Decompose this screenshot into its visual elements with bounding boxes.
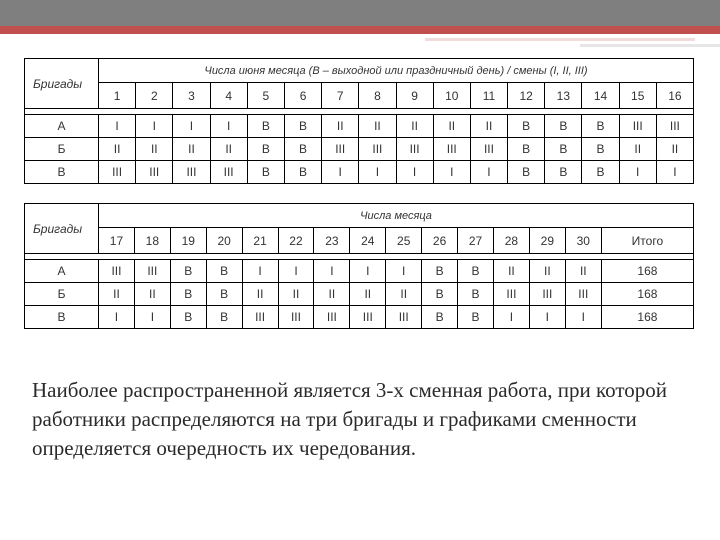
shift-cell: В — [206, 283, 242, 306]
shift-cell: II — [99, 283, 135, 306]
day-number-cell: 29 — [529, 228, 565, 254]
shift-cell: III — [656, 115, 693, 138]
day-number-cell: 26 — [422, 228, 458, 254]
day-number-cell: 18 — [134, 228, 170, 254]
shift-cell: I — [210, 115, 247, 138]
shift-cell: III — [433, 138, 470, 161]
shift-cell: II — [529, 260, 565, 283]
shift-cell: В — [508, 138, 545, 161]
shift-cell: В — [284, 115, 321, 138]
brigade-row — [25, 161, 694, 184]
shift-cell: В — [545, 115, 582, 138]
shift-cell: В — [582, 115, 619, 138]
shift-cell: I — [386, 260, 422, 283]
shift-cell: III — [396, 138, 433, 161]
shift-cell: I — [99, 115, 136, 138]
shift-cell: II — [99, 138, 136, 161]
shift-cell: II — [173, 138, 210, 161]
brigade-row — [25, 138, 694, 161]
brigade-row — [25, 283, 694, 306]
shift-cell: В — [206, 306, 242, 329]
slide-accent-bar — [0, 26, 720, 34]
day-number-cell: 20 — [206, 228, 242, 254]
days-row — [25, 228, 694, 254]
day-number-cell: 1 — [99, 83, 136, 109]
shift-cell: В — [582, 138, 619, 161]
day-number-cell: 13 — [545, 83, 582, 109]
shift-cell: II — [386, 283, 422, 306]
shift-cell: I — [470, 161, 507, 184]
shift-cell: В — [284, 138, 321, 161]
day-number-cell: 22 — [278, 228, 314, 254]
day-number-cell: 27 — [458, 228, 494, 254]
shift-cell: I — [322, 161, 359, 184]
day-number-cell: 8 — [359, 83, 396, 109]
days-header-title: Числа июня месяца (В – выходной или праздничный день) / смены (I, II, III) — [99, 59, 694, 83]
shift-cell: I — [396, 161, 433, 184]
shift-cell: III — [470, 138, 507, 161]
slide-top-bar — [0, 0, 720, 26]
shift-cell: III — [99, 161, 136, 184]
day-number-cell: 28 — [493, 228, 529, 254]
shift-cell: II — [210, 138, 247, 161]
day-number-cell: 10 — [433, 83, 470, 109]
day-number-cell: 21 — [242, 228, 278, 254]
total-hours-cell: 168 — [601, 260, 693, 283]
shift-cell: В — [206, 260, 242, 283]
day-number-cell: 2 — [136, 83, 173, 109]
shift-cell: II — [350, 283, 386, 306]
day-number-cell: 30 — [565, 228, 601, 254]
shift-cell: В — [422, 306, 458, 329]
brigade-name: В — [25, 306, 99, 329]
shift-cell: II — [433, 115, 470, 138]
day-number-cell: 14 — [582, 83, 619, 109]
shift-cell: I — [656, 161, 693, 184]
shift-cell: В — [170, 283, 206, 306]
shift-cell: I — [529, 306, 565, 329]
shift-cell: III — [210, 161, 247, 184]
shift-cell: I — [350, 260, 386, 283]
day-number-cell: 11 — [470, 83, 507, 109]
brigade-row — [25, 306, 694, 329]
shift-cell: I — [565, 306, 601, 329]
shift-cell: I — [134, 306, 170, 329]
decorative-line — [580, 44, 720, 47]
day-number-cell: 7 — [322, 83, 359, 109]
shift-cell: В — [458, 306, 494, 329]
shift-cell: В — [422, 260, 458, 283]
day-number-cell: 4 — [210, 83, 247, 109]
shift-cell: I — [242, 260, 278, 283]
day-number-cell: 15 — [619, 83, 656, 109]
shift-cell: II — [134, 283, 170, 306]
shift-cell: В — [170, 260, 206, 283]
day-number-cell: 5 — [247, 83, 284, 109]
shift-cell: II — [493, 260, 529, 283]
day-number-cell: 16 — [656, 83, 693, 109]
shift-cell: В — [508, 115, 545, 138]
shift-cell: В — [284, 161, 321, 184]
shift-cell: III — [173, 161, 210, 184]
june-schedule-table-1 — [24, 58, 694, 184]
shift-cell: III — [359, 138, 396, 161]
total-header: Итого — [601, 228, 693, 254]
brigade-name: Б — [25, 283, 99, 306]
brigade-name: Б — [25, 138, 99, 161]
shift-cell: В — [247, 115, 284, 138]
june-schedule-table-2 — [24, 203, 694, 329]
shift-cell: В — [582, 161, 619, 184]
shift-cell: I — [173, 115, 210, 138]
decorative-line — [425, 38, 695, 41]
shift-cell: II — [314, 283, 350, 306]
shift-cell: I — [99, 306, 135, 329]
shift-cell: II — [242, 283, 278, 306]
shift-cell: III — [322, 138, 359, 161]
brigades-header: Бригады — [25, 59, 99, 109]
shift-cell: II — [136, 138, 173, 161]
brigade-row — [25, 260, 694, 283]
shift-cell: II — [619, 138, 656, 161]
shift-cell: В — [458, 283, 494, 306]
shift-cell: III — [278, 306, 314, 329]
shift-cell: II — [396, 115, 433, 138]
shift-cell: III — [99, 260, 135, 283]
shift-cell: III — [350, 306, 386, 329]
shift-cell: I — [136, 115, 173, 138]
day-number-cell: 9 — [396, 83, 433, 109]
day-number-cell: 17 — [99, 228, 135, 254]
shift-cell: В — [545, 138, 582, 161]
shift-cell: II — [359, 115, 396, 138]
shift-cell: III — [619, 115, 656, 138]
brigade-name: А — [25, 115, 99, 138]
shift-cell: II — [278, 283, 314, 306]
shift-cell: I — [278, 260, 314, 283]
total-hours-cell: 168 — [601, 306, 693, 329]
shift-cell: III — [242, 306, 278, 329]
shift-cell: В — [247, 138, 284, 161]
days-row — [25, 83, 694, 109]
shift-cell: I — [433, 161, 470, 184]
shift-cell: В — [422, 283, 458, 306]
shift-cell: II — [565, 260, 601, 283]
shift-cell: I — [314, 260, 350, 283]
shift-cell: I — [359, 161, 396, 184]
shift-cell: II — [322, 115, 359, 138]
day-number-cell: 12 — [508, 83, 545, 109]
shift-cell: I — [493, 306, 529, 329]
day-number-cell: 25 — [386, 228, 422, 254]
shift-cell: III — [386, 306, 422, 329]
brigade-row — [25, 115, 694, 138]
shift-cell: В — [508, 161, 545, 184]
shift-cell: III — [529, 283, 565, 306]
shift-cell: В — [545, 161, 582, 184]
explanation-paragraph: Наиболее распространенной является 3-х сменная работа, при которой работники распределяются на три бригады и графиками сменности определяется очередность их чередования. — [32, 378, 668, 460]
day-number-cell: 6 — [284, 83, 321, 109]
shift-cell: I — [619, 161, 656, 184]
shift-cell: III — [134, 260, 170, 283]
shift-cell: В — [458, 260, 494, 283]
shift-cell: II — [470, 115, 507, 138]
shift-cell: III — [565, 283, 601, 306]
day-number-cell: 23 — [314, 228, 350, 254]
day-number-cell: 3 — [173, 83, 210, 109]
shift-cell: III — [136, 161, 173, 184]
shift-cell: II — [656, 138, 693, 161]
shift-cell: В — [170, 306, 206, 329]
brigade-name: В — [25, 161, 99, 184]
shift-cell: В — [247, 161, 284, 184]
brigades-header: Бригады — [25, 204, 99, 254]
day-number-cell: 19 — [170, 228, 206, 254]
total-hours-cell: 168 — [601, 283, 693, 306]
days-header-title: Числа месяца — [99, 204, 694, 228]
shift-cell: III — [493, 283, 529, 306]
brigade-name: А — [25, 260, 99, 283]
shift-cell: III — [314, 306, 350, 329]
day-number-cell: 24 — [350, 228, 386, 254]
